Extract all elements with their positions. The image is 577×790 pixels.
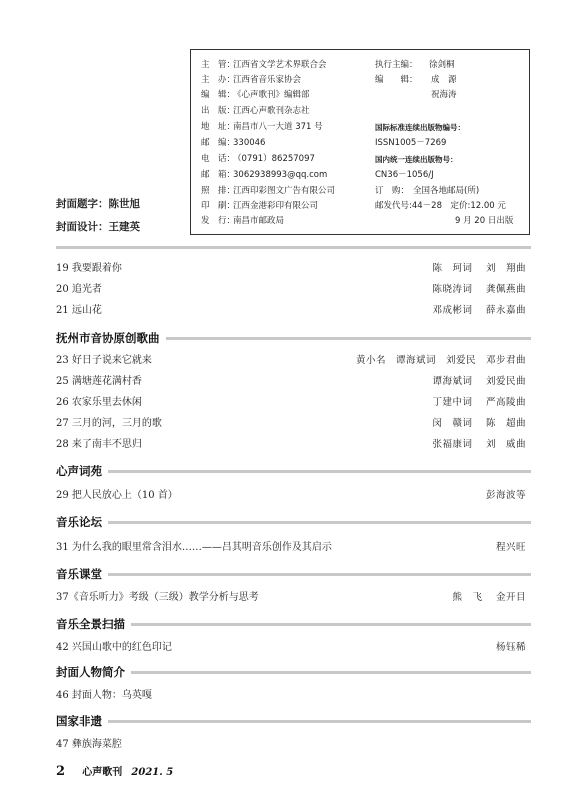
section-rule	[56, 470, 531, 473]
masthead-row: 印 刷：江西金港彩印有限公司	[201, 201, 319, 211]
exec-editor-label: 执行主编：	[375, 60, 418, 70]
magazine-name: 心声歌刊	[82, 767, 123, 778]
issn-label: 国际标准连续出版物编号：	[375, 123, 465, 132]
issn: ISSN1005－7269	[375, 138, 447, 148]
toc-entry[interactable]: 46 封面人物：乌英嘎	[56, 690, 152, 701]
section-rule	[56, 521, 531, 524]
cn-number: CN36－1056/J	[375, 170, 434, 180]
editor-name: 成 源	[431, 75, 457, 85]
toc-entry[interactable]: 42 兴国山歌中的红色印记 杨钰稀	[56, 642, 526, 653]
section-header	[56, 565, 531, 583]
section-header	[56, 329, 531, 347]
masthead-row: 照 排：江西印彩图文广告有限公司	[201, 186, 336, 196]
section-header	[56, 615, 531, 633]
section-title: 音乐全景扫描	[56, 615, 131, 633]
exec-editor: 徐剑桐	[429, 60, 455, 70]
masthead-row: 出 版：江西心声歌刊杂志社	[201, 106, 310, 116]
issue-number: 2021. 5	[131, 767, 174, 778]
cover-design-credit: 封面设计：王建英	[56, 221, 140, 233]
toc-entry[interactable]: 25 满塘莲花满村香 谭海斌词 刘爱民曲	[56, 376, 526, 387]
section-title: 封面人物简介	[56, 663, 131, 681]
top-divider	[56, 246, 531, 249]
section-header	[56, 712, 531, 730]
section-title: 音乐论坛	[56, 513, 108, 531]
section-header	[56, 462, 531, 480]
masthead-row: 发 行：南昌市邮政局	[201, 216, 285, 226]
toc-entry[interactable]: 29 把人民放心上（10 首） 彭海波等	[56, 490, 526, 501]
toc-entry[interactable]: 23 好日子说来它就来 黄小名 谭海斌词 刘爱民 邓步君曲	[56, 355, 526, 366]
masthead-row: 邮 编：330046	[201, 138, 266, 148]
toc-entry[interactable]: 28 来了南丰不思归 张福康词 刘 威曲	[56, 439, 526, 450]
section-title: 抚州市音协原创歌曲	[56, 329, 166, 347]
masthead-row: 邮 箱：3062938993@qq.com	[201, 170, 328, 180]
editors-label: 编 辑：	[375, 75, 418, 85]
section-rule	[56, 573, 531, 576]
section-header	[56, 663, 531, 681]
cover-title-credit: 封面题字：陈世旭	[56, 198, 140, 210]
page-footer	[56, 763, 173, 779]
section-title: 音乐课堂	[56, 565, 108, 583]
masthead-row: 编 辑：《心声歌刊》编辑部	[201, 90, 310, 100]
toc-entry[interactable]: 37《音乐听力》考级（三级）教学分析与思考 熊 飞 金开目	[56, 592, 526, 603]
toc-entry[interactable]: 31 为什么我的眼里常含泪水……——吕其明音乐创作及其启示 程兴旺	[56, 542, 526, 553]
toc-entry[interactable]: 26 农家乐里去休闲 丁建中词 严高陵曲	[56, 397, 526, 408]
toc-entry[interactable]: 20 追光者 陈晓涛词 龚佩燕曲	[56, 284, 526, 295]
page-number: 2	[56, 764, 66, 779]
editor-name: 祝海涛	[431, 90, 457, 100]
postal-price: 邮发代号:44－28 定价:12.00 元	[375, 201, 506, 211]
order-value: 全国各地邮局(所)	[413, 186, 480, 196]
toc-entry[interactable]: 21 远山花 邓成彬词 薛永嘉曲	[56, 305, 526, 316]
masthead-row: 地 址：南昌市八一大道 371 号	[201, 122, 323, 132]
toc-entry[interactable]: 19 我要跟着你 陈 珂词 刘 翔曲	[56, 263, 526, 274]
cn-label: 国内统一连续出版物号：	[375, 155, 458, 164]
toc-entry[interactable]: 27 三月的河，三月的歌 闵 赣词 陈 超曲	[56, 418, 526, 429]
section-title: 国家非遗	[56, 712, 108, 730]
section-rule	[56, 720, 531, 723]
masthead-box	[190, 49, 530, 235]
section-header	[56, 513, 531, 531]
publication-date: 9 月 20 日出版	[455, 216, 514, 226]
toc-entry[interactable]: 47 彝族海菜腔	[56, 739, 122, 750]
masthead-row: 电 话：（0791）86257097	[201, 154, 315, 164]
section-title: 心声词苑	[56, 462, 108, 480]
order-label: 订 购：	[375, 186, 410, 196]
masthead-row: 主 管：江西省文学艺术界联合会	[201, 60, 327, 70]
masthead-row: 主 办：江西省音乐家协会	[201, 75, 302, 85]
